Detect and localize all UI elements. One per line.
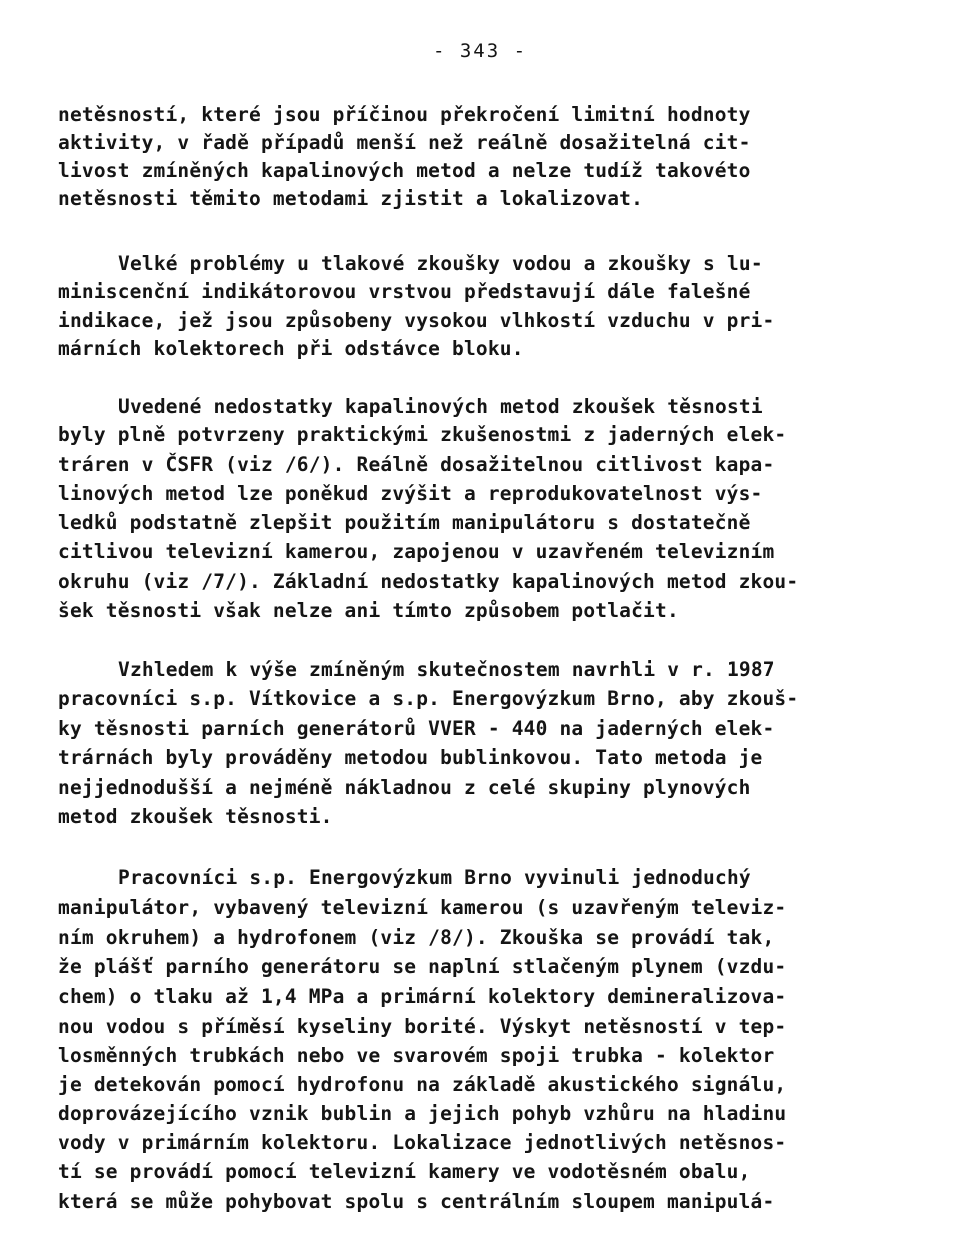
text-line: doprovázejícího vznik bublin a jejich pohyb vzhůru na hladinu: [58, 1102, 787, 1125]
text-line: netěsností, které jsou příčinou překročení limitní hodnoty: [58, 103, 751, 126]
text-line: linových metod lze poněkud zvýšit a reprodukovatelnost výs-: [58, 482, 763, 505]
text-line: Pracovníci s.p. Energovýzkum Brno vyvinuli jednoduchý: [118, 866, 751, 889]
text-line: miniscenční indikátorovou vrstvou představují dále falešné: [58, 280, 751, 303]
text-line: citlivou televizní kamerou, zapojenou v uzavřeném televizním: [58, 540, 775, 563]
text-line: šek těsnosti však nelze ani tímto způsobem potlačit.: [58, 599, 679, 622]
text-line: livost zmíněných kapalinových metod a nelze tudíž takovéto: [58, 159, 751, 182]
text-line: manipulátor, vybavený televizní kamerou (s uzavřeným televiz-: [58, 896, 787, 919]
text-line: byly plně potvrzeny praktickými zkušenostmi z jaderných elek-: [58, 423, 787, 446]
text-line: že plášť parního generátoru se naplní stlačeným plynem (vzdu-: [58, 955, 787, 978]
text-line: která se může pohybovat spolu s centrálním sloupem manipulá-: [58, 1190, 775, 1213]
text-line: ky těsnosti parních generátorů VVER - 440 na jaderných elek-: [58, 717, 775, 740]
text-line: ním okruhem) a hydrofonem (viz /8/). Zkouška se provádí tak,: [58, 926, 775, 949]
text-line: nou vodou s příměsí kyseliny borité. Výskyt netěsností v tep-: [58, 1015, 787, 1038]
text-line: losměnných trubkách nebo ve svarovém spoji trubka - kolektor: [58, 1044, 775, 1067]
text-line: Uvedené nedostatky kapalinových metod zkoušek těsnosti: [118, 395, 763, 418]
text-line: vody v primárním kolektoru. Lokalizace jednotlivých netěsnos-: [58, 1131, 787, 1154]
text-line: je detekován pomocí hydrofonu na základě akustického signálu,: [58, 1073, 787, 1096]
text-line: ledků podstatně zlepšit použitím manipulátoru s dostatečně: [58, 511, 751, 534]
page-number: - 343 -: [432, 40, 528, 62]
text-line: Vzhledem k výše zmíněným skutečnostem navrhli v r. 1987: [118, 658, 775, 681]
text-line: okruhu (viz /7/). Základní nedostatky kapalinových metod zkou-: [58, 570, 799, 593]
text-line: tí se provádí pomocí televizní kamery ve vodotěsném obalu,: [58, 1160, 751, 1183]
text-line: chem) o tlaku až 1,4 MPa a primární kolektory demineralizova-: [58, 985, 787, 1008]
text-line: metod zkoušek těsnosti.: [58, 805, 333, 828]
text-line: netěsnosti těmito metodami zjistit a lokalizovat.: [58, 187, 644, 210]
text-line: aktivity, v řadě případů menší než reálně dosažitelná cit-: [58, 131, 751, 154]
text-line: nejjednodušší a nejméně nákladnou z celé skupiny plynových: [58, 776, 751, 799]
text-line: trárnách byly prováděny metodou bublinkovou. Tato metoda je: [58, 746, 763, 769]
text-line: tráren v ČSFR (viz /6/). Reálně dosažitelnou citlivost kapa-: [58, 453, 775, 476]
text-line: pracovníci s.p. Vítkovice a s.p. Energovýzkum Brno, aby zkouš-: [58, 687, 799, 710]
text-line: Velké problémy u tlakové zkoušky vodou a zkoušky s lu-: [118, 252, 763, 275]
text-line: indikace, jež jsou způsobeny vysokou vlhkostí vzduchu v pri-: [58, 309, 775, 332]
text-line: márních kolektorech při odstávce bloku.: [58, 337, 524, 360]
